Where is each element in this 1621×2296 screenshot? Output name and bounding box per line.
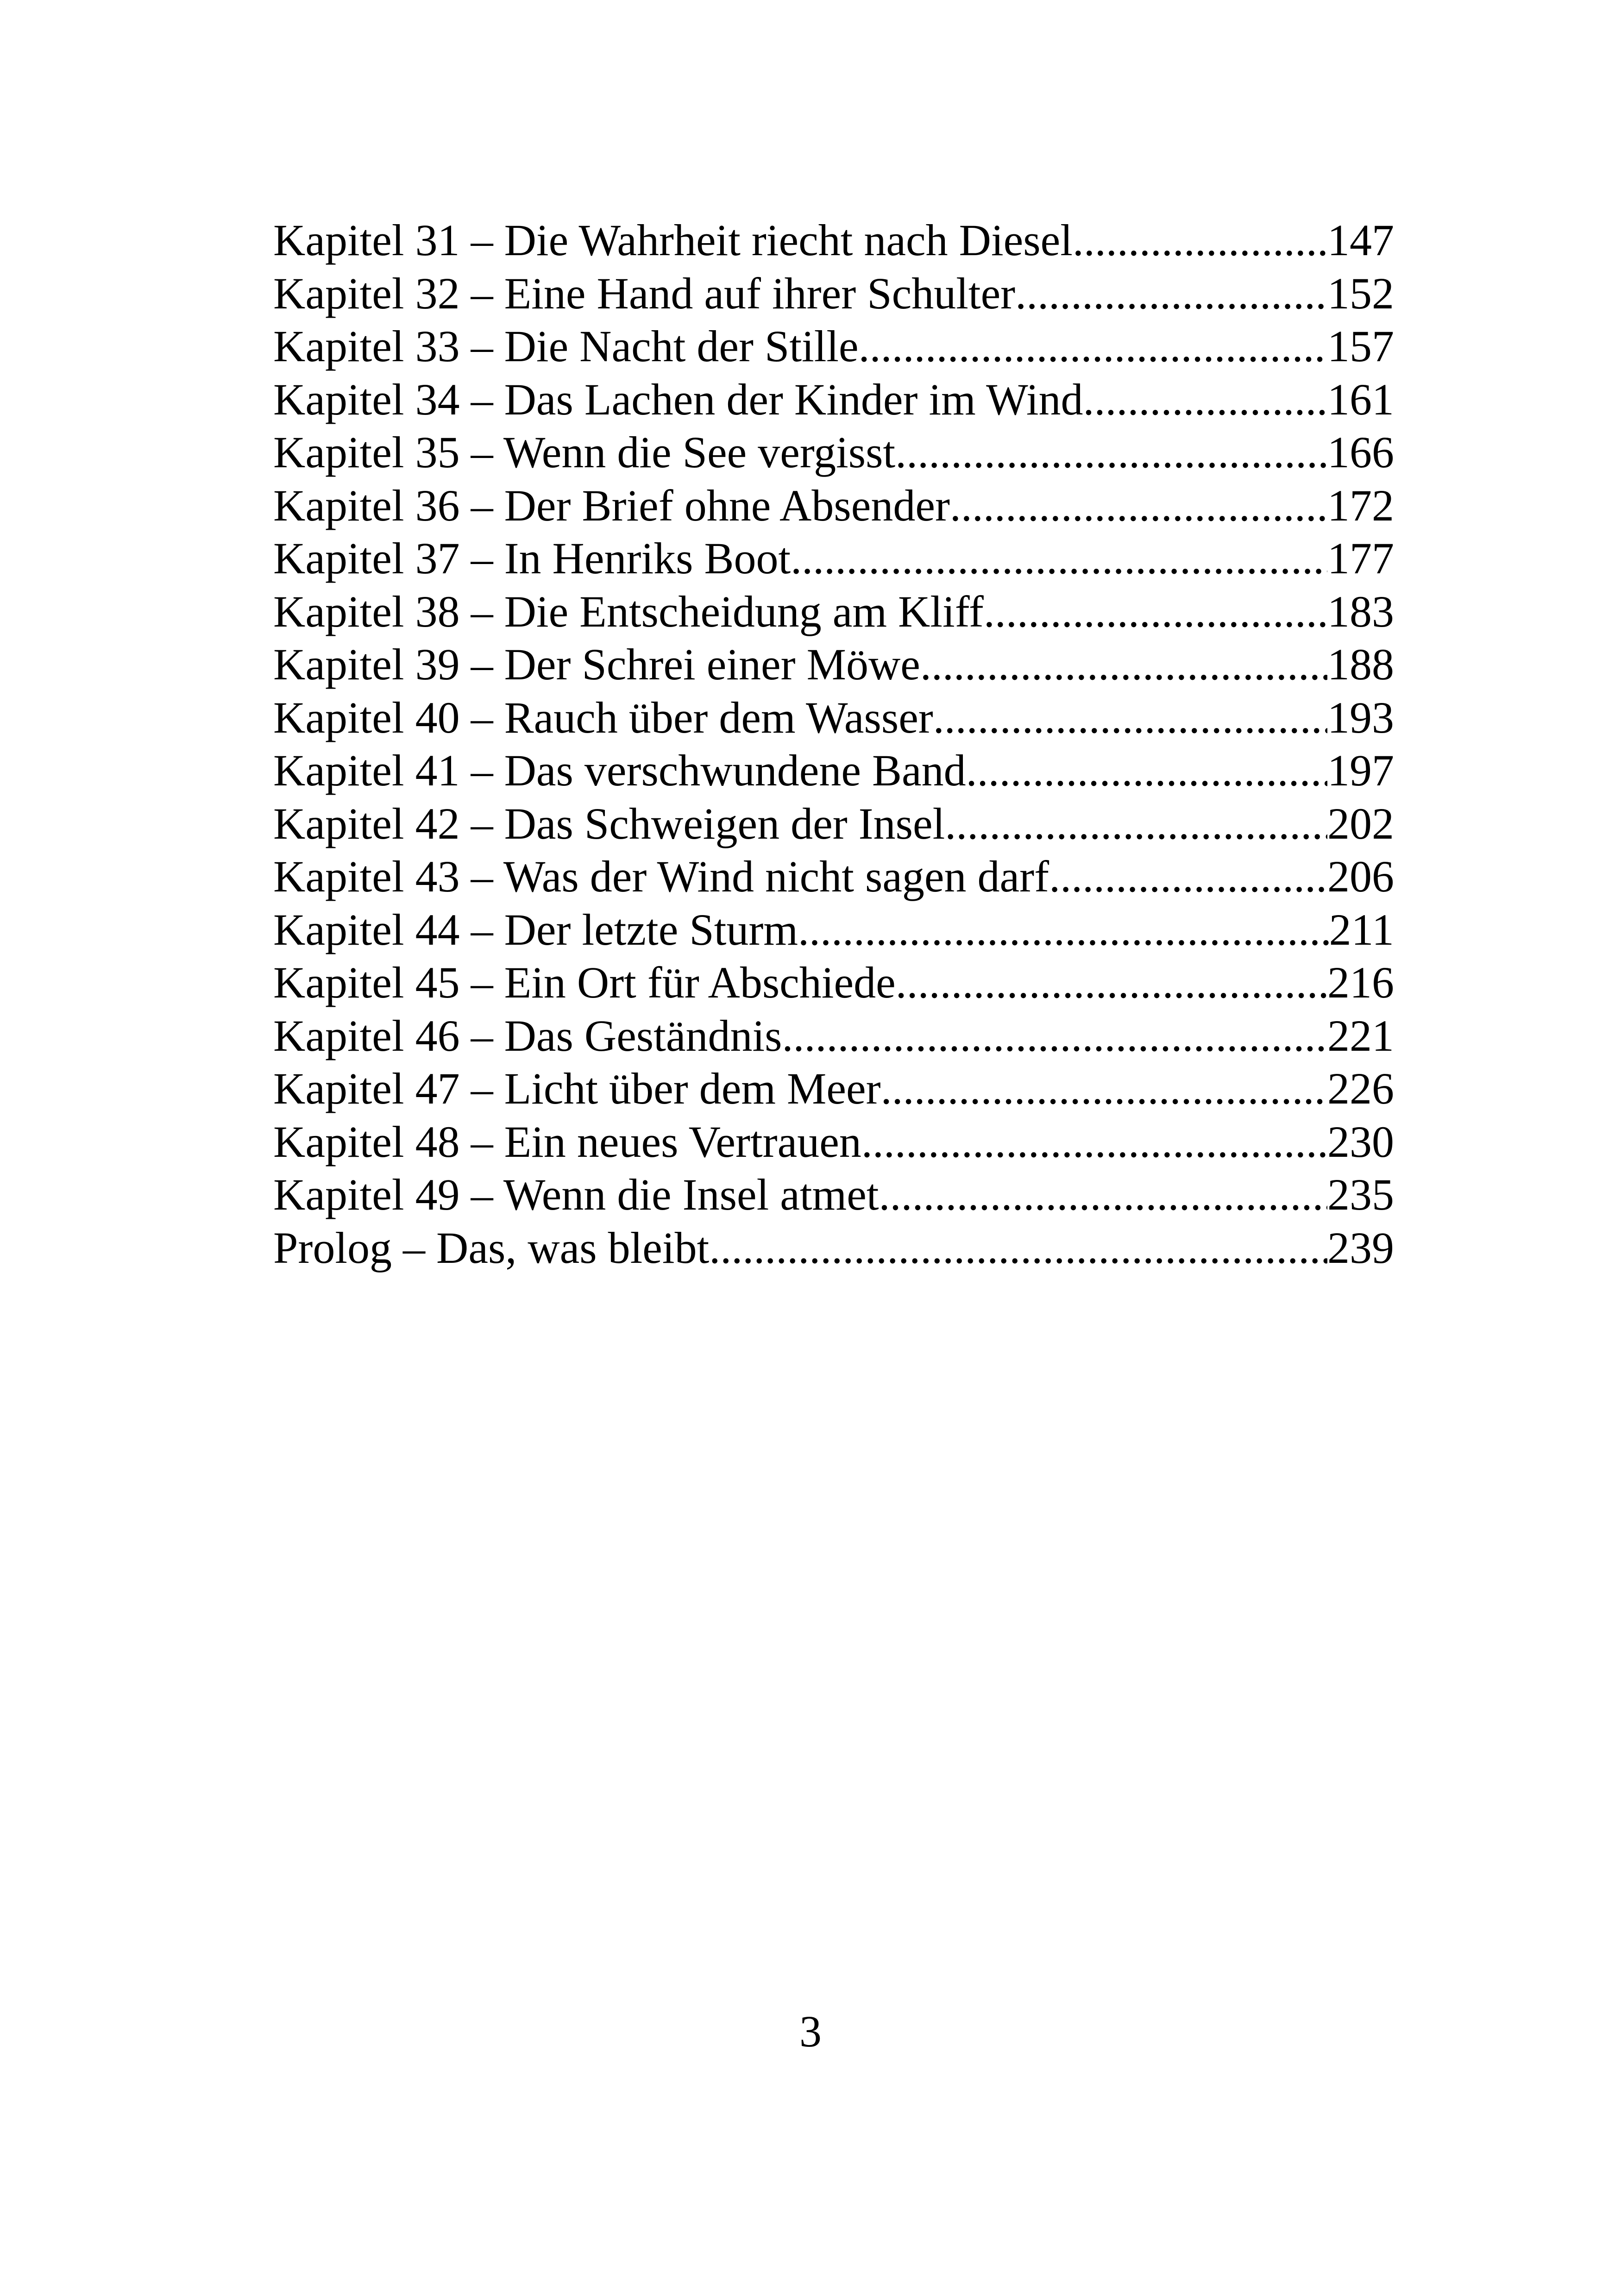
toc-entry-page: 161 — [1327, 374, 1394, 424]
toc-dot-leader — [709, 1222, 1327, 1275]
toc-entry-title: Kapitel 42 – Das Schweigen der Insel — [273, 798, 945, 848]
toc-dot-leader — [920, 638, 1327, 691]
toc-entry — [273, 214, 1394, 267]
toc-entry-title: Kapitel 39 – Der Schrei einer Möwe — [273, 640, 920, 689]
toc-entry — [273, 1010, 1394, 1063]
toc-entry-page: 152 — [1327, 268, 1394, 318]
toc-entry-page: 177 — [1327, 533, 1394, 583]
toc-dot-leader — [895, 426, 1327, 479]
toc-entry-title: Kapitel 33 – Die Nacht der Stille — [273, 321, 859, 371]
toc-dot-leader — [950, 479, 1327, 533]
toc-entry-title: Prolog – Das, was bleibt — [273, 1223, 710, 1273]
toc-entry — [273, 956, 1394, 1010]
table-of-contents — [273, 214, 1394, 1274]
toc-entry — [273, 267, 1394, 320]
page-number: 3 — [799, 2007, 822, 2056]
toc-entry-page: 239 — [1327, 1223, 1394, 1273]
toc-entry — [273, 479, 1394, 533]
toc-entry-title: Kapitel 45 – Ein Ort für Abschiede — [273, 958, 896, 1007]
toc-dot-leader — [933, 691, 1327, 745]
toc-dot-leader — [966, 744, 1327, 797]
toc-entry — [273, 373, 1394, 427]
toc-entry-page: 183 — [1327, 586, 1394, 636]
toc-entry-page: 157 — [1327, 321, 1394, 371]
toc-dot-leader — [881, 1062, 1327, 1116]
toc-entry-title: Kapitel 41 – Das verschwundene Band — [273, 746, 966, 795]
toc-entry-title: Kapitel 43 – Was der Wind nicht sagen darf — [273, 852, 1049, 901]
toc-entry — [273, 585, 1394, 639]
toc-dot-leader — [859, 320, 1327, 373]
toc-entry-page: 147 — [1327, 215, 1394, 265]
toc-entry-page: 226 — [1327, 1064, 1394, 1113]
toc-entry-title: Kapitel 47 – Licht über dem Meer — [273, 1064, 881, 1113]
toc-entry-page: 172 — [1327, 480, 1394, 530]
toc-entry — [273, 1222, 1394, 1275]
toc-entry-title: Kapitel 46 – Das Geständnis — [273, 1010, 782, 1060]
toc-entry-title: Kapitel 37 – In Henriks Boot — [273, 533, 791, 583]
toc-dot-leader — [791, 532, 1327, 585]
toc-entry-title: Kapitel 35 – Wenn die See vergisst — [273, 427, 896, 477]
toc-entry-page: 211 — [1329, 904, 1394, 954]
toc-entry-page: 221 — [1327, 1010, 1394, 1060]
toc-entry-title: Kapitel 32 – Eine Hand auf ihrer Schulter — [273, 268, 1016, 318]
toc-entry-title: Kapitel 34 – Das Lachen der Kinder im Wind — [273, 374, 1083, 424]
toc-dot-leader — [945, 797, 1327, 851]
toc-dot-leader — [984, 585, 1327, 639]
toc-entry — [273, 797, 1394, 851]
toc-dot-leader — [798, 903, 1329, 957]
toc-entry-page: 188 — [1327, 640, 1394, 689]
toc-dot-leader — [861, 1116, 1327, 1169]
toc-entry-title: Kapitel 31 – Die Wahrheit riecht nach Diesel — [273, 215, 1073, 265]
toc-entry-page: 193 — [1327, 692, 1394, 742]
toc-entry — [273, 426, 1394, 479]
toc-entry — [273, 320, 1394, 373]
toc-entry-page: 216 — [1327, 958, 1394, 1007]
toc-entry — [273, 744, 1394, 797]
toc-entry — [273, 850, 1394, 903]
toc-entry-title: Kapitel 36 – Der Brief ohne Absender — [273, 480, 950, 530]
toc-entry-page: 235 — [1327, 1170, 1394, 1219]
toc-entry-page: 206 — [1327, 852, 1394, 901]
toc-entry-title: Kapitel 38 – Die Entscheidung am Kliff — [273, 586, 984, 636]
toc-entry — [273, 1116, 1394, 1169]
toc-dot-leader — [1049, 850, 1327, 903]
toc-entry-title: Kapitel 49 – Wenn die Insel atmet — [273, 1170, 879, 1219]
toc-entry — [273, 1168, 1394, 1222]
toc-dot-leader — [1073, 214, 1327, 267]
toc-entry-title: Kapitel 48 – Ein neues Vertrauen — [273, 1117, 861, 1167]
toc-dot-leader — [782, 1010, 1327, 1063]
toc-entry — [273, 1062, 1394, 1116]
toc-dot-leader — [1015, 267, 1327, 320]
toc-entry-page: 230 — [1327, 1117, 1394, 1167]
toc-entry — [273, 903, 1394, 957]
toc-entry-title: Kapitel 44 – Der letzte Sturm — [273, 904, 798, 954]
toc-entry-page: 197 — [1327, 746, 1394, 795]
toc-entry-title: Kapitel 40 – Rauch über dem Wasser — [273, 692, 933, 742]
toc-dot-leader — [1083, 373, 1327, 427]
toc-entry — [273, 638, 1394, 691]
toc-dot-leader — [879, 1168, 1327, 1222]
toc-dot-leader — [896, 956, 1327, 1010]
toc-entry — [273, 691, 1394, 745]
toc-entry-page: 166 — [1327, 427, 1394, 477]
toc-entry-page: 202 — [1327, 798, 1394, 848]
toc-entry — [273, 532, 1394, 585]
